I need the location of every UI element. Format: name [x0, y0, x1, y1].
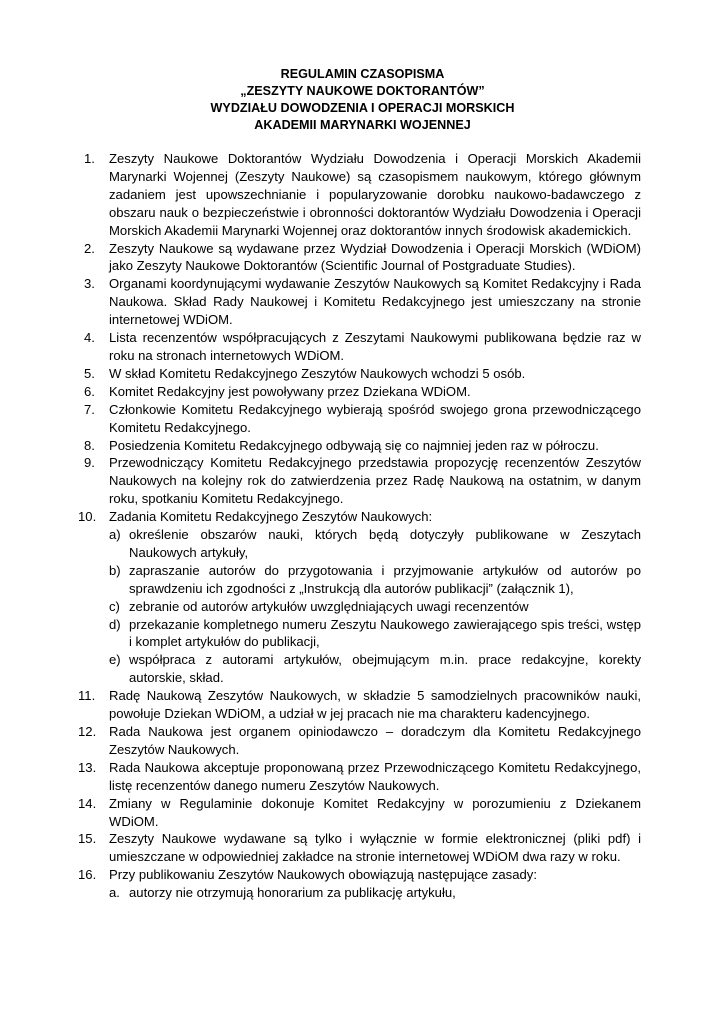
item-number: 16. [78, 867, 97, 883]
sub-item [109, 884, 641, 902]
title-line-4: AKADEMII MARYNARKI WOJENNEJ [254, 118, 471, 132]
title-line-2: „ZESZYTY NAUKOWE DOKTORANTÓW” [240, 84, 485, 98]
item-text: Rada Naukowa jest organem opiniodawczo – doradczym dla Komitetu Redakcyjnego Zeszytów Naukowych. [109, 724, 641, 757]
list-item [78, 759, 641, 795]
item-text: Organami koordynującymi wydawanie Zeszytów Naukowych są Komitet Redakcyjny i Rada Naukowa. Skład Rady Naukowej i Komitetu Redakcyjnego jest umieszczany na stronie internetowej WDiOM. [109, 276, 641, 328]
sub-item-text: przekazanie kompletnego numeru Zeszytu Naukowego zawierającego spis treści, wstęp i komplet artykułów do publikacji, [129, 616, 641, 650]
item-number: 5. [84, 365, 95, 381]
sub-item-text: zebranie od autorów artykułów uwzględniających uwagi recenzentów [129, 598, 529, 614]
sub-item-letter: c) [109, 598, 120, 614]
regulation-list [78, 150, 641, 902]
item-text: Lista recenzentów współpracujących z Zeszytami Naukowymi publikowana będzie raz w roku na stronach internetowych WDiOM. [109, 330, 641, 363]
list-item [78, 687, 641, 723]
item-number: 12. [78, 724, 97, 739]
sub-item-letter: d) [109, 616, 121, 632]
sub-item-letter: a) [109, 527, 121, 543]
list-item [78, 795, 641, 831]
item-number: 10. [78, 509, 97, 525]
item-text: Radę Naukową Zeszytów Naukowych, w składzie 5 samodzielnych pracowników nauki, powołuje Dziekan WDiOM, a udział w jej pracach nie ma charakteru kadencyjnego. [109, 688, 641, 722]
list-item [84, 437, 641, 455]
list-item [78, 830, 641, 866]
sub-item [109, 598, 641, 616]
item-text: Zadania Komitetu Redakcyjnego Zeszytów Naukowych: [109, 509, 433, 525]
item-text: Zeszyty Naukowe wydawane są tylko i wyłącznie w formie elektronicznej (pliki pdf) i umieszczane w odpowiedniej zakładce na stronie internetowej WDiOM dwa razy w roku. [109, 831, 641, 865]
item-text: W skład Komitetu Redakcyjnego Zeszytów Naukowych wchodzi 5 osób. [109, 365, 526, 381]
list-item [84, 365, 641, 383]
sub-item [109, 616, 641, 652]
list-item [84, 240, 641, 276]
sub-item [109, 562, 641, 598]
document-title [84, 66, 641, 134]
item-number: 4. [84, 330, 95, 346]
sub-item-letter: e) [109, 652, 121, 668]
item-text: Rada Naukowa akceptuje proponowaną przez Przewodniczącego Komitetu Redakcyjnego, listę recenzentów danego numeru Zeszytów Naukowych. [109, 759, 641, 793]
item-number: 14. [78, 795, 97, 811]
item-text: Zeszyty Naukowe Doktorantów Wydziału Dowodzenia i Operacji Morskich Akademii Marynarki Wojennej (Zeszyty Naukowe) są czasopismem naukowym, którego głównym zadaniem jest upowszechnianie i popularyzowanie dorobku naukowo-badawczego z obszaru nauk o bezpieczeństwie i obronności doktorantów Wydziału Dowodzenia i Operacji Morskich Akademii Marynarki Wojennej oraz doktorantów innych środowisk akademickich. [109, 151, 641, 238]
item-number: 13. [78, 759, 97, 775]
sub-item-text: określenie obszarów nauki, których będą dotyczyły publikowane w Zeszytach Naukowych artykuły, [129, 527, 641, 560]
item-number: 1. [84, 151, 95, 166]
sub-item-text: autorzy nie otrzymują honorarium za publikację artykułu, [129, 885, 456, 901]
list-item [78, 866, 641, 902]
sub-item-text: zapraszanie autorów do przygotowania i przyjmowanie artykułów od autorów po sprawdzeniu ich zgodności z „Instrukcją dla autorów publikacji” (załącznik 1), [129, 562, 641, 596]
item-number: 7. [84, 401, 95, 417]
item-text: Członkowie Komitetu Redakcyjnego wybierają spośród swojego grona przewodniczącego Komitetu Redakcyjnego. [109, 401, 641, 435]
item-number: 6. [84, 383, 95, 399]
item-number: 15. [78, 831, 97, 847]
title-line-3: WYDZIAŁU DOWODZENIA I OPERACJI MORSKICH [210, 101, 515, 115]
item-number: 9. [84, 455, 95, 471]
list-item [78, 508, 641, 687]
list-item [84, 329, 641, 365]
list-item [84, 150, 641, 240]
item-text: Komitet Redakcyjny jest powoływany przez Dziekana WDiOM. [109, 383, 471, 399]
item-text: Posiedzenia Komitetu Redakcyjnego odbywają się co najmniej jeden raz w półroczu. [109, 437, 599, 453]
sub-item [109, 651, 641, 687]
item-number: 3. [84, 276, 95, 292]
sub-item-text: współpraca z autorami artykułów, obejmującym m.in. prace redakcyjne, korekty autorskie, skład. [129, 652, 641, 686]
sub-item-letter: a. [109, 885, 120, 901]
item-text: Zeszyty Naukowe są wydawane przez Wydział Dowodzenia i Operacji Morskich (WDiOM) jako Zeszyty Naukowe Doktorantów (Scientific Journal of Postgraduate Studies). [109, 240, 641, 274]
item-number: 2. [84, 240, 95, 256]
item-text: Przewodniczący Komitetu Redakcyjnego przedstawia propozycję recenzentów Zeszytów Naukowych na kolejny rok do zatwierdzenia przez Radę Naukową na ostatnim, w danym roku, spotkaniu Komitetu Redakcyjnego. [109, 455, 641, 507]
sub-item [109, 526, 641, 562]
list-item [84, 454, 641, 508]
list-item [84, 401, 641, 437]
list-item [84, 383, 641, 401]
item-number: 8. [84, 437, 95, 453]
item-text: Przy publikowaniu Zeszytów Naukowych obowiązują następujące zasady: [109, 867, 537, 883]
item-text: Zmiany w Regulaminie dokonuje Komitet Redakcyjny w porozumieniu z Dziekanem WDiOM. [109, 795, 641, 829]
title-line-1: REGULAMIN CZASOPISMA [280, 67, 445, 81]
list-item [84, 275, 641, 329]
sub-item-letter: b) [109, 562, 121, 578]
list-item [78, 723, 641, 759]
item-number: 11. [78, 688, 96, 704]
